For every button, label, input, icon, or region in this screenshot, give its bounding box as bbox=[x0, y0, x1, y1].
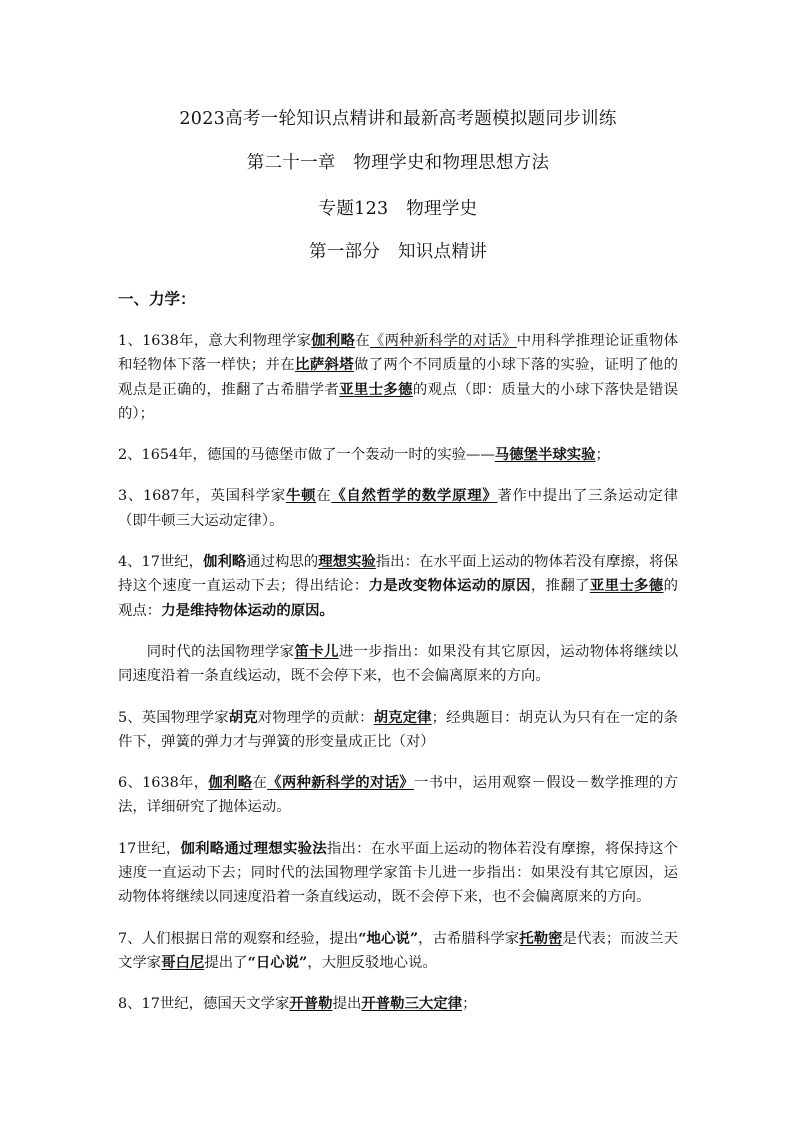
text: 8、17世纪，德国天文学家 bbox=[118, 996, 290, 1013]
section-heading-mechanics: 一、力学： bbox=[118, 289, 196, 308]
text: 是代表；而波兰天文学家 bbox=[118, 930, 678, 971]
keyword: 亚里士多德 bbox=[589, 577, 664, 595]
text: 在 bbox=[316, 488, 332, 505]
text: 的观点（即：质量大的小球下落快是错误的）； bbox=[118, 381, 678, 422]
text: 著作中提出了三条运动定律（即牛顿三大运动定律）。 bbox=[118, 488, 678, 529]
keyword: 笛卡儿 bbox=[294, 642, 339, 660]
keyword: 比萨斜塔 bbox=[294, 356, 354, 374]
text: 对物理学的贡献： bbox=[257, 709, 374, 726]
text: 2、1654年，德国的马德堡市做了一个轰动一时的实验—— bbox=[118, 447, 495, 464]
keyword: 伽利略 bbox=[203, 553, 247, 571]
text: 在 bbox=[355, 333, 370, 349]
text: 6、1638年， bbox=[118, 775, 209, 792]
keyword: 胡克定律 bbox=[373, 708, 432, 726]
document-title: 2023高考一轮知识点精讲和最新高考题模拟题同步训练 bbox=[179, 109, 617, 129]
text: 4、17世纪， bbox=[118, 554, 204, 571]
paragraph-5 bbox=[118, 706, 678, 755]
text: 一书中，运用观察－假设－数学推理的方法，详细研究了抛体运动。 bbox=[118, 775, 678, 816]
text: 在 bbox=[252, 775, 268, 792]
keyword: 胡克 bbox=[228, 708, 258, 726]
book-title: 《自然哲学的数学原理》 bbox=[331, 487, 498, 505]
paragraph-6 bbox=[118, 771, 678, 820]
part-title: 第一部分 知识点精讲 bbox=[309, 242, 487, 262]
document-page bbox=[118, 102, 678, 1017]
topic-title: 专题123 物理学史 bbox=[318, 199, 478, 219]
keyword: “日心说” bbox=[247, 953, 308, 971]
text: ，大胆反驳地心说。 bbox=[307, 954, 437, 971]
keyword: 牛顿 bbox=[286, 487, 317, 505]
keyword: 马德堡半球实验 bbox=[494, 446, 596, 464]
text: ，古希腊科学家 bbox=[418, 930, 520, 947]
keyword: 力是改变物体运动的原因 bbox=[368, 577, 531, 595]
text: 17世纪， bbox=[118, 840, 181, 857]
text: 1、1638年，意大利物理学家 bbox=[118, 333, 312, 349]
keyword: 哥白尼 bbox=[161, 953, 205, 971]
text: 提出了 bbox=[204, 954, 248, 971]
text: 中用科学推理论证重物体和轻物体下落一样快；并在 bbox=[118, 333, 678, 374]
text: ； bbox=[462, 996, 477, 1013]
text: 3、1687年，英国科学家 bbox=[118, 488, 287, 505]
paragraph-3 bbox=[118, 484, 678, 533]
keyword: 力是维持物体运动的原因。 bbox=[161, 601, 334, 619]
text: 7、人们根据日常的观察和经验，提出 bbox=[118, 930, 359, 947]
chapter-title: 第二十一章 物理学史和物理思想方法 bbox=[246, 153, 550, 173]
keyword: 伽利略通过理想实验法 bbox=[180, 839, 327, 857]
text: 同时代的法国物理学家 bbox=[146, 643, 295, 660]
paragraph-4b bbox=[118, 640, 678, 689]
text: 指出：在水平面上运动的物体若没有摩擦，将保持这个速度一直运动下去；同时代的法国物理学家笛卡儿进一步指出：如果没有其它原因，运动物体将继续以同速度沿着一条直线运动，既不会停下来，也不会偏离原来的方向。 bbox=[118, 840, 678, 906]
text: ，推翻了 bbox=[530, 578, 590, 595]
keyword: 伽利略 bbox=[311, 332, 356, 349]
keyword: “地心说” bbox=[358, 929, 419, 947]
text: 提出 bbox=[332, 996, 362, 1013]
paragraph-4 bbox=[118, 550, 678, 623]
keyword: 伽利略 bbox=[208, 774, 253, 792]
paragraph-6b bbox=[118, 837, 678, 910]
paragraph-1 bbox=[118, 329, 678, 426]
text: ； bbox=[595, 447, 610, 464]
text: 5、英国物理学家 bbox=[118, 709, 229, 726]
keyword: 亚里士多德 bbox=[339, 380, 413, 398]
paragraph-7 bbox=[118, 927, 678, 976]
text: 的观点： bbox=[118, 578, 678, 619]
keyword: 理想实验 bbox=[318, 553, 376, 571]
text: 通过构思的 bbox=[246, 554, 319, 571]
keyword: 开普勒 bbox=[289, 995, 333, 1013]
book-title: 《两种新科学的对话》 bbox=[369, 333, 517, 349]
text: 做了两个不同质量的小球下落的实验，证明了他的观点是正确的，推翻了古希腊学者 bbox=[118, 357, 678, 398]
keyword: 开普勒三大定律 bbox=[361, 995, 463, 1013]
keyword: 托勒密 bbox=[519, 929, 563, 947]
paragraph-2 bbox=[118, 443, 678, 467]
text: 进一步指出：如果没有其它原因，运动物体将继续以同速度沿着一条直线运动，既不会停下来，也不会偏离原来的方向。 bbox=[118, 643, 678, 685]
text: 指出：在水平面上运动的物体若没有摩擦，将保持这个速度一直运动下去；得出结论： bbox=[118, 554, 678, 595]
text: ；经典题目：胡克认为只有在一定的条件下，弹簧的弹力才与弹簧的形变量成正比（对） bbox=[118, 709, 678, 750]
book-title: 《两种新科学的对话》 bbox=[267, 774, 414, 792]
paragraph-8 bbox=[118, 992, 678, 1016]
